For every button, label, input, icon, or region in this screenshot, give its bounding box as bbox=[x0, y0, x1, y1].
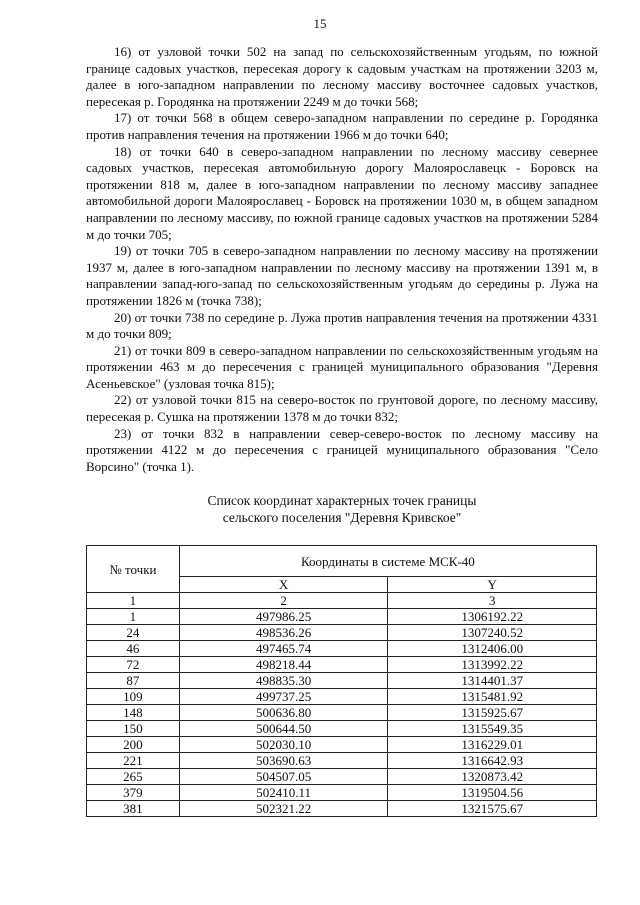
paragraph: 19) от точки 705 в северо-западном направлении по лесному массиву на протяжении 1937 м, далее в юго-западном направлении по лесному массиву на протяжении 1391 м, в направлении запад-юго-запад по сельскохозяйственным угодьям до середины р. Лужа на протяжении 1826 м (точка 738); bbox=[86, 243, 598, 308]
y-coordinate-cell: 1314401.37 bbox=[388, 673, 597, 689]
table-row bbox=[87, 705, 597, 721]
x-coordinate-cell: 502410.11 bbox=[179, 785, 388, 801]
x-coordinate-cell: 497986.25 bbox=[179, 609, 388, 625]
x-coordinate-cell: 503690.63 bbox=[179, 753, 388, 769]
table-row bbox=[87, 657, 597, 673]
x-coordinate-cell: 499737.25 bbox=[179, 689, 388, 705]
table-row bbox=[87, 673, 597, 689]
y-coordinate-cell: 1306192.22 bbox=[388, 609, 597, 625]
paragraph: 23) от точки 832 в направлении север-северо-восток по лесному массиву на протяжении 4122 м до пересечения с границей муниципального образования "Село Ворсино" (точка 1). bbox=[86, 425, 598, 474]
caption-line: Список координат характерных точек границы bbox=[207, 493, 477, 508]
column-number: 1 bbox=[87, 593, 180, 609]
table-caption bbox=[86, 492, 598, 526]
table-row bbox=[87, 689, 597, 705]
page-number: 15 bbox=[313, 16, 327, 31]
y-coordinate-cell: 1316642.93 bbox=[388, 753, 597, 769]
x-coordinate-cell: 500636.80 bbox=[179, 705, 388, 721]
x-coordinate-cell: 498835.30 bbox=[179, 673, 388, 689]
point-number-cell: 109 bbox=[87, 689, 180, 705]
paragraph: 17) от точки 568 в общем северо-западном направлении по середине р. Городянка против направления течения на протяжении 1966 м до точки 640; bbox=[86, 110, 598, 142]
header-y: Y bbox=[388, 577, 597, 593]
point-number-cell: 379 bbox=[87, 785, 180, 801]
header-point-number: № точки bbox=[87, 546, 180, 593]
column-number: 2 bbox=[179, 593, 388, 609]
y-coordinate-cell: 1319504.56 bbox=[388, 785, 597, 801]
paragraph: 21) от точки 809 в северо-западном направлении по сельскохозяйственным угодьям на протяжении 463 м до пересечения с границей муниципального образования "Деревня Асеньевское" (узловая точка 815); bbox=[86, 342, 598, 391]
paragraph: 20) от точки 738 по середине р. Лужа против направления течения на протяжении 4331 м до точки 809; bbox=[86, 309, 598, 342]
y-coordinate-cell: 1312406.00 bbox=[388, 641, 597, 657]
point-number-cell: 87 bbox=[87, 673, 180, 689]
y-coordinate-cell: 1320873.42 bbox=[388, 769, 597, 785]
paragraph: 16) от узловой точки 502 на запад по сельскохозяйственным угодьям, по южной границе садовых участков, пересекая дорогу к садовым участкам на протяжении 3203 м, далее в юго-западном направлении по лесному массиву восточнее садовых участков, пересекая р. Городянка на протяжении 2249 м до точки 568; bbox=[86, 44, 598, 109]
table-row bbox=[87, 737, 597, 753]
y-coordinate-cell: 1316229.01 bbox=[388, 737, 597, 753]
boundary-description bbox=[86, 44, 598, 475]
y-coordinate-cell: 1315925.67 bbox=[388, 705, 597, 721]
point-number-cell: 200 bbox=[87, 737, 180, 753]
y-coordinate-cell: 1321575.67 bbox=[388, 801, 597, 817]
header-x: X bbox=[179, 577, 388, 593]
table-body bbox=[87, 609, 597, 817]
y-coordinate-cell: 1315549.35 bbox=[388, 721, 597, 737]
point-number-cell: 381 bbox=[87, 801, 180, 817]
table-row bbox=[87, 721, 597, 737]
x-coordinate-cell: 502030.10 bbox=[179, 737, 388, 753]
point-number-cell: 150 bbox=[87, 721, 180, 737]
y-coordinate-cell: 1315481.92 bbox=[388, 689, 597, 705]
table-row bbox=[87, 753, 597, 769]
point-number-cell: 1 bbox=[87, 609, 180, 625]
x-coordinate-cell: 504507.05 bbox=[179, 769, 388, 785]
x-coordinate-cell: 497465.74 bbox=[179, 641, 388, 657]
header-coordinates: Координаты в системе МСК-40 bbox=[179, 546, 596, 577]
paragraph: 22) от узловой точки 815 на северо-восток по грунтовой дороге, по лесному массиву, пересекая р. Сушка на протяжении 1378 м до точки 832; bbox=[86, 392, 598, 425]
y-coordinate-cell: 1307240.52 bbox=[388, 625, 597, 641]
point-number-cell: 148 bbox=[87, 705, 180, 721]
paragraph: 18) от точки 640 в северо-западном направлении по лесному массиву севернее садовых участков, пересекая автомобильную дорогу Малоярославецк - Боровск на протяжении 818 м, далее в юго-западном направлении по лесному массиву западнее автомобильной дороги Малоярославец - Боровск на протяжении 1030 м, в общем западном направлении по лесному массиву, по южной границе садовых участков на протяжении 5284 м до точки 705; bbox=[86, 143, 598, 242]
point-number-cell: 265 bbox=[87, 769, 180, 785]
point-number-cell: 72 bbox=[87, 657, 180, 673]
table-row bbox=[87, 641, 597, 657]
coordinates-table bbox=[86, 545, 597, 817]
x-coordinate-cell: 498536.26 bbox=[179, 625, 388, 641]
point-number-cell: 24 bbox=[87, 625, 180, 641]
table-row bbox=[87, 625, 597, 641]
table-row bbox=[87, 609, 597, 625]
table-row bbox=[87, 769, 597, 785]
table-row bbox=[87, 785, 597, 801]
x-coordinate-cell: 500644.50 bbox=[179, 721, 388, 737]
table-row bbox=[87, 801, 597, 817]
point-number-cell: 46 bbox=[87, 641, 180, 657]
caption-line: сельского поселения "Деревня Кривское" bbox=[222, 510, 462, 525]
y-coordinate-cell: 1313992.22 bbox=[388, 657, 597, 673]
point-number-cell: 221 bbox=[87, 753, 180, 769]
x-coordinate-cell: 498218.44 bbox=[179, 657, 388, 673]
column-number: 3 bbox=[388, 593, 597, 609]
x-coordinate-cell: 502321.22 bbox=[179, 801, 388, 817]
